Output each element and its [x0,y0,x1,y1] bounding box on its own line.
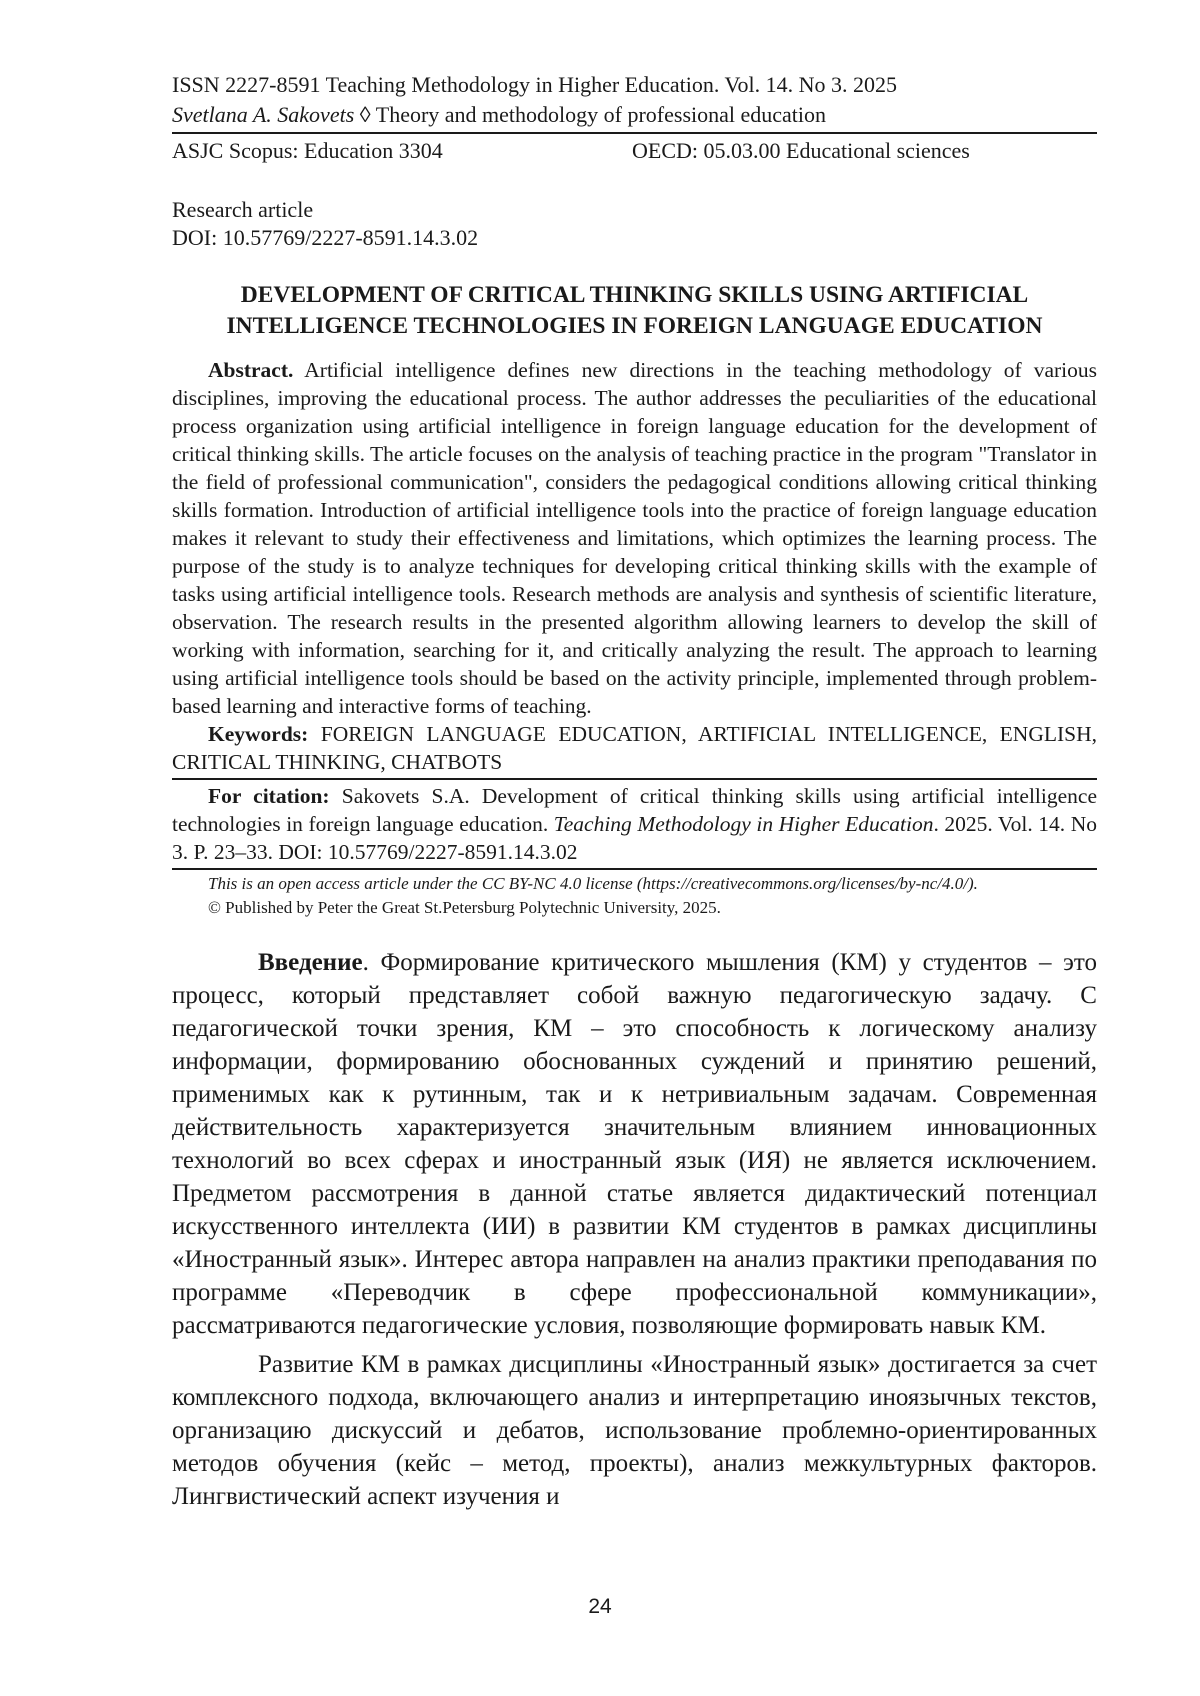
keywords-label: Keywords: [208,722,309,746]
citation-label: For citation: [208,784,330,808]
keywords-text: FOREIGN LANGUAGE EDUCATION, ARTIFICIAL INTELLIGENCE, ENGLISH, CRITICAL THINKING, CHATBOTS [172,722,1098,774]
classification-row [172,136,1097,166]
section-name: Theory and methodology of professional education [375,102,827,127]
header-rule [172,132,1097,134]
paragraph-1 [172,946,1097,1342]
publisher-line: © Published by Peter the Great St.Petersburg Polytechnic University, 2025. [208,898,721,917]
article-title [172,280,1097,342]
running-header [172,100,1097,130]
citation-details: . 2025. Vol. 14. No 3. P. 23–33. DOI: 10.57769/2227-8591.14.3.02 [172,812,1098,864]
page [172,70,1097,1519]
license-block [172,872,1097,920]
abstract [172,356,1097,720]
paragraph-1-text: . Формирование критического мышления (КМ) у студентов – это процесс, который представляет собой важную педагогическую задачу. С педагогической точки зрения, КМ – это способность к логическому анализу информации, формированию обоснованных суждений и принятию решений, применимых как к рутинным, так и к нетривиальным задачам. Современная действительность характеризуется значительным влиянием инновационных технологий во всех сферах и иностранный язык (ИЯ) не является исключением. Предметом рассмотрения в данной статье является дидактический потенциал искусственного интеллекта (ИИ) в развитии КМ студентов в рамках дисциплины «Иностранный язык». Интерес автора направлен на анализ практики преподавания по программе «Переводчик в сфере профессиональной коммуникации», рассматриваются педагогические условия, позволяющие формировать навык КМ. [172,949,1097,1339]
article-type: Research article [172,197,314,222]
oecd-code: OECD: 05.03.00 Educational sciences [632,138,970,163]
body-text [172,946,1097,1513]
citation [172,782,1097,870]
abstract-text: Artificial intelligence defines new directions in the teaching methodology of various disciplines, improving the educational process. The author addresses the peculiarities of the educational process organization using artificial intelligence in foreign language education for the development of critical thinking skills. The article focuses on the analysis of teaching practice in the program "Translator in the field of professional communication", considers the pedagogical conditions allowing critical thinking skills formation. Introduction of artificial intelligence tools into the practice of foreign language education makes it relevant to study their effectiveness and limitations, which optimizes the learning process. The purpose of the study is to analyze techniques for developing critical thinking skills with the example of tasks using artificial intelligence tools. Research methods are analysis and synthesis of scientific literature, observation. The research results in the presented algorithm allowing learners to develop the skill of working with information, searching for it, and critically analyzing the result. The approach to learning using artificial intelligence tools should be based on the activity principle, implemented through problem-based learning and interactive forms of teaching. [172,358,1097,718]
asjc-code: ASJC Scopus: Education 3304 [172,138,443,163]
title-line-1: DEVELOPMENT OF CRITICAL THINKING SKILLS USING ARTIFICIAL [240,282,1029,308]
intro-heading: Введение [258,949,363,976]
citation-journal: Teaching Methodology in Higher Education [553,812,934,836]
abstract-label: Abstract. [208,358,294,382]
keywords [172,720,1097,780]
license-line: This is an open access article under the CC BY-NC 4.0 license (https://creativecommons.org/licenses/by-nc/4.0/). [208,874,978,893]
journal-header: ISSN 2227-8591 Teaching Methodology in Higher Education. Vol. 14. No 3. 2025 [172,72,898,97]
article-meta [172,196,1097,252]
page-number: 24 [588,1595,612,1618]
title-line-2: INTELLIGENCE TECHNOLOGIES IN FOREIGN LANGUAGE EDUCATION [226,313,1043,339]
running-author: Svetlana A. Sakovets [172,102,355,127]
paragraph-2: Развитие КМ в рамках дисциплины «Иностранный язык» достигается за счет комплексного подхода, включающего анализ и интерпретацию иноязычных текстов, организацию дискуссий и дебатов, использование проблемно-ориентированных методов обучения (кейс – метод, проекты), анализ межкультурных факторов. Лингвистический аспект изучения и [172,1351,1097,1510]
citation-text: Sakovets S.A. Development of critical thinking skills using artificial intelligence technologies in foreign language education. [172,784,1098,836]
article-doi: DOI: 10.57769/2227-8591.14.3.02 [172,225,479,250]
separator-glyph: ◊ [359,102,371,127]
